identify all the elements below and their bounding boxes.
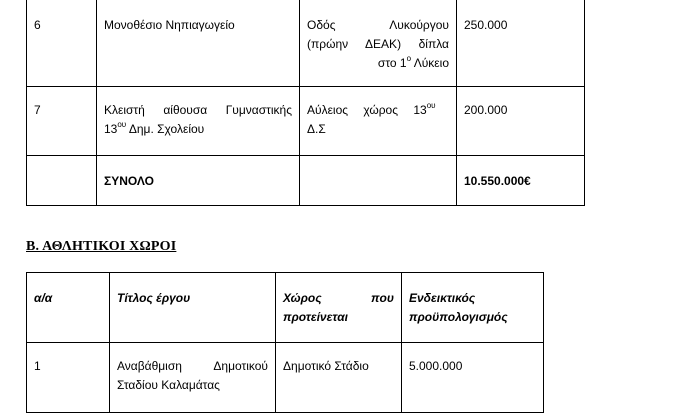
header-cell [276,273,402,343]
budget-value: 5.000.000 [409,359,463,373]
project-title-cell [110,343,276,413]
row-number-cell [27,87,97,156]
budget-cell [457,87,585,156]
location-line [307,101,449,120]
header-cell [110,273,276,343]
total-row [27,156,585,206]
budget-cell [402,343,544,413]
project-title: Μονοθέσιο Νηπιαγωγείο [104,18,235,32]
project-title-cell [97,87,300,156]
location-text: στο 1 [377,56,407,70]
project-title-line: Κλειστή αίθουσα Γυμναστικής [104,103,292,117]
location-cell [300,87,457,156]
ordinal-suffix: ου [117,120,127,129]
row-number-cell [27,0,97,87]
row-number: 7 [34,103,41,117]
location-text: Λύκειο [411,56,449,70]
total-label-cell [97,156,300,206]
table-row [27,87,585,156]
location-text: Αύλειος χώρος 13 [307,103,427,117]
location-text: Δημοτικό Στάδιο [283,359,369,373]
header-cell [27,273,110,343]
column-header-location: Χώρος που προτείνεται [283,291,394,324]
table-row [27,0,585,87]
project-title-text: Δημ. Σχολείου [126,122,205,136]
location-line: Δ.Σ [307,122,326,136]
project-title: Αναβάθμιση Δημοτικού Σταδίου Καλαμάτας [117,359,268,392]
empty-cell [300,156,457,206]
location-line [307,54,449,73]
table-row [27,343,544,413]
ordinal-suffix: ου [426,101,436,110]
ordinal-suffix: ο [406,54,412,63]
total-value-cell [457,156,585,206]
project-title-line [104,120,292,139]
location-line: (πρώην ΔΕΑΚ) δίπλα [307,37,449,51]
header-cell [402,273,544,343]
location-line: Οδός Λυκούργου [307,18,449,32]
location-cell [276,343,402,413]
column-header-number: α/α [34,291,53,305]
column-header-budget: Ενδεικτικός προϋπολογισμός [409,291,508,324]
projects-table-b [26,272,544,413]
column-header-title: Τίτλος έργου [117,291,191,305]
row-number: 6 [34,18,41,32]
budget-value: 250.000 [464,18,508,32]
budget-cell [457,0,585,87]
row-number-cell [27,343,110,413]
empty-cell [27,156,97,206]
project-title-cell [97,0,300,87]
header-row [27,273,544,343]
section-heading: Β. ΑΘΛΗΤΙΚΟΙ ΧΩΡΟΙ [26,239,177,254]
budget-value: 200.000 [464,103,508,117]
row-number: 1 [34,359,41,373]
total-label: ΣΥΝΟΛΟ [104,174,154,188]
project-title-text: 13 [104,122,118,136]
total-value: 10.550.000€ [464,174,531,188]
location-cell [300,0,457,87]
projects-table-a [26,0,585,206]
